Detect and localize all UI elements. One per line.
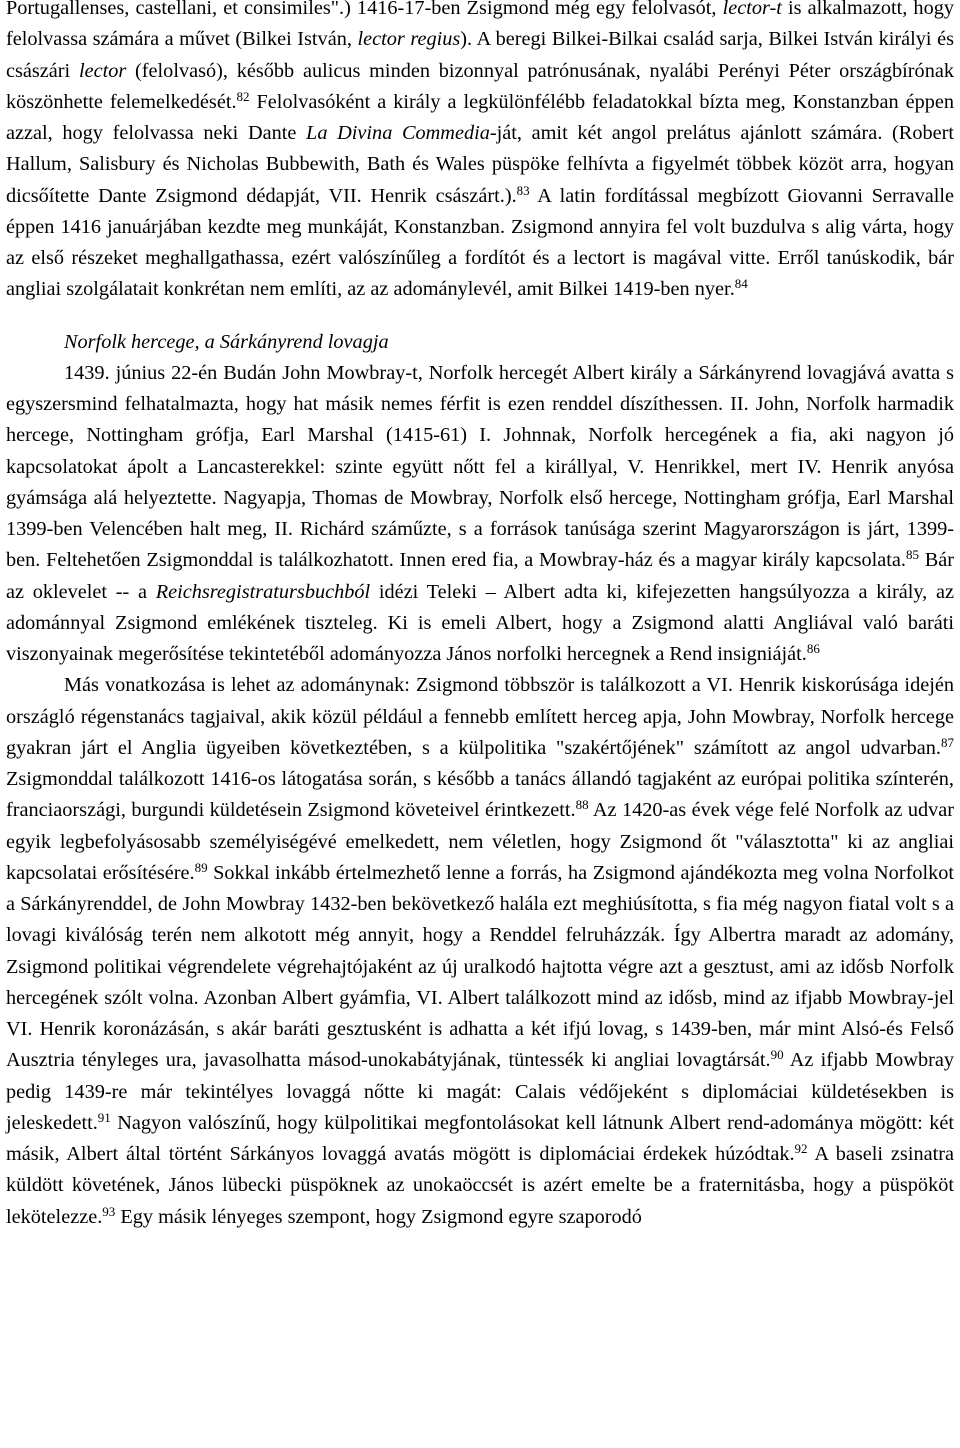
footnote-ref: 86: [806, 641, 820, 656]
text-run: Bár az oklevelet -- a: [6, 549, 955, 603]
footnote-ref: 90: [770, 1047, 784, 1063]
footnote-ref: 88: [575, 797, 589, 813]
text-run: ). A beregi Bilkei-Bilkai család sarja, Bilkei István királyi és császári: [6, 28, 955, 82]
text-run: (felolvasó), később aulicus minden bizonnyal patrónusának, nyalábi Perényi Péter országbírónak köszönhette felemelkedését.: [6, 59, 954, 113]
footnote-ref: 84: [734, 276, 748, 292]
text-run: Nagyon valószínű, hogy külpolitikai megfontolásokat kell látnunk Albert rend-adományа mögött: két másik, Albert által történt Sárkányos lovaggá avatás mögött is diplomáciai érdekek húzódtak.: [6, 1111, 954, 1165]
text-run: -ját, amit két angol prelátus ajánlott számára. (Robert Hallum, Salisbury és Nicholas Bubbewith, Bath és Wales püspöke felhívta a figyelmét többek közöt arra, hogyan dicsőítette Dante Zsigmond dédapját, VII. Henrik császárt.).: [6, 122, 955, 207]
italic-text: lector: [78, 59, 127, 82]
text-run: Az ifjabb Mowbray pedig 1439-re már tekintélyes lovaggá nőtte ki magát: Calais védőjeként s diplomáciai küldetésekben is jeleskedett.: [6, 1049, 955, 1134]
italic-text: Reichsregistratursbuchból: [155, 580, 371, 603]
text-run: A latin fordítással megbízott Giovanni Serravalle éppen 1416 januárjában kezdte meg munkáját, Konstanzban. Zsigmond annyira fel volt buzdulva s alig várta, hogy az első részeket meghallgathassa, ezért valószínűleg a fordítót és a lectort is magával vitte. Erről tanúskodik, bár angliai szolgálatait konkrétan nem említi, az az adománylevél, amit Bilkei 1419-ben nyer.: [6, 184, 954, 301]
paragraph-1: [6, 0, 954, 306]
footnote-ref: 89: [194, 859, 208, 875]
section-heading: Norfolk hercege, a Sárkányrend lovagja: [64, 330, 389, 353]
text-run: A baseli zsinatra küldött követének, János lübecki püspöknek az unokaöccsét is azért emelte be a fraternitásba, hogy a püspököt lekötelezze.: [6, 1143, 954, 1228]
text-run: Felolvasóként a király a legkülönfélébb feladatokkal bízta meg, Konstanzban éppen azzal, hogy felolvassa neki Dante: [6, 90, 954, 144]
text-run: Egy másik lényeges szempont, hogy Zsigmond egyre szaporodó: [115, 1205, 642, 1228]
footnote-ref: 92: [794, 1141, 808, 1156]
italic-text: La Divina Commedia: [306, 122, 490, 144]
footnote-ref: 85: [906, 547, 919, 563]
italic-text: lector-t: [722, 0, 782, 19]
footnote-ref: 91: [97, 1109, 111, 1125]
footnote-ref: 93: [102, 1203, 116, 1219]
italic-text: lector regius: [357, 28, 461, 51]
footnote-ref: 87: [941, 734, 954, 750]
paragraph-2: [6, 358, 954, 671]
text-run: Zsigmonddal találkozott 1416-os látogatása során, s később a tanács állandó tagjaként az európai politika színterén, franciaországi, burgundi küldetésein Zsigmond követeivel érintkezett.: [6, 768, 954, 822]
text-run: Az 1420-as évek vége felé Norfolk az udvar egyik legbefolyásosabb személyiségévé emelkedett, nem véletlen, hogy Zsigmond őt "választotta" ki az angliai kapcsolatai erősítésére.: [6, 799, 955, 884]
text-run: idézi Teleki – Albert adta ki, kifejezetten hangsúlyozza a király, az adománnyal Zsigmond emlékének tiszteleg. Ki is emeli Albert, hogy a Zsigmond alatti Angliával való baráti viszonyainak megerősítése tekintetéből adományozza János norfolki hercegnek a Rend insigniáját.: [6, 580, 954, 665]
text-run: is alkalmazott, hogy felolvassa számára a művet (Bilkei István,: [6, 0, 954, 51]
paragraph-3: [6, 670, 954, 1233]
text-run: Sokkal inkább értelmezhető lenne a forrás, ha Zsigmond ajándékozta meg volna Norfolkot a Sárkányrenddel, de John Mowbray 1432-ben bekövetkező halála ezt meghiúsította, s fia még nagyon fiatal volt s a lovagi kiválóság terén nem alkotott még annyit, hogy a Renddel felruházzák. Így Albertra maradt az adomány, Zsigmond politikai végrendelete végrehajtójaként az új uralkodó hajtotta végre azt a gesztust, ami az idősb Norfolk hercegének szólt volna. Azonban Albert gyámfia, VI. Albert találkozott mind az idősb, mind az ifjabb Mowbray-jel VI. Henrik koronázásán, s akár baráti gesztusként is adhatta a két ifjú lovag, s 1439-ben, már mint Alsó-és Felső Ausztria tényleges ura, javasolhatta másod-unokabátyjának, tüntessék ki angliai lovagtársát.: [6, 861, 955, 1072]
text-run: 1439. június 22-én Budán John Mowbray-t, Norfolk hercegét Albert király a Sárkányrend lovagjává avatta s egyszersmind felhatalmazta, hogy hat másik nemes férfit is ezen renddel díszíthessen. II. John, Norfolk harmadik hercege, Nottingham grófja, Earl Marshal (1415-61) I. Johnnak, Norfolk hercegének a fia, aki nagyon jó kapcsolatokat ápolt a Lancasterekkel: szinte együtt nőtt fel a királlyal, V. Henrikkel, mert IV. Henrik anyósa gyámsága alá helyeztette. Nagyapja, Thomas de Mowbray, Norfolk első hercege, Nottingham grófja, Earl Marshal 1399-ben Velencében halt meg, II. Richárd száműzte, s a források tanúsága szerint Magyarországon is járt, 1399-ben. Feltehetően Zsigmonddal is találkozhatott. Innen ered fia, a Mowbray-ház és a magyar király kapcsolata.: [6, 361, 954, 572]
text-run: Portugallenses, castellani, et consimiles".) 1416-17-ben Zsigmond még egy felolvasót,: [6, 0, 723, 19]
footnote-ref: 83: [516, 182, 530, 198]
text-run: Más vonatkozása is lehet az adománynak: Zsigmond többször is találkozott a VI. Henrik kiskorúsága idején országló régenstanács tagjaival, akik közül például a fennebb említett herceg apja, John Mowbray, Norfolk hercege gyakran járt el Anglia ügyeiben következtében, s a külpolitika "szakértőjének" számított az angol udvarban.: [6, 674, 954, 759]
footnote-ref: 82: [236, 88, 250, 104]
